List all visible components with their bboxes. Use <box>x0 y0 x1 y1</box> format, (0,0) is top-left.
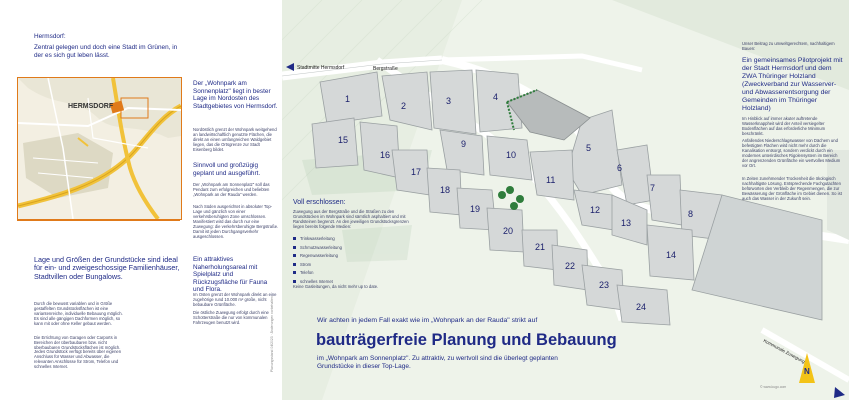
service-item: schnelles Internet <box>293 279 413 284</box>
lot-label: 24 <box>636 302 647 312</box>
lot-label: 19 <box>470 204 481 214</box>
lot-label: 20 <box>503 226 514 236</box>
location-map <box>17 77 182 220</box>
lot-label: 15 <box>338 135 349 145</box>
lot-label: 2 <box>401 101 407 111</box>
lot-label: 11 <box>546 175 556 185</box>
vertical-note: Planungsstand 04/2023 · Änderungen vorbehalten <box>270 296 274 372</box>
location-paragraph: Nordöstlich grenzt der Wohnpark weitgehend an landwirtschaftlich genutzte Flächen, die direkt an einen umfangreichen Waldgebiet liegen, das die Ortsgrenze zur Stadt Eisenberg bildet. <box>193 127 277 152</box>
services-heading: Voll erschlossen: <box>293 199 346 206</box>
sinnvoll-paragraph-1: Der „Wohnpark am Sonnenplatz" soll das Pendant zum erfolgreichen und beliebten „Wohnpark an der Rauda" werden. <box>193 182 270 197</box>
promise-line: Wir achten in jedem Fall exakt wie im „Wohnpark an der Rauda" strikt auf <box>317 317 538 324</box>
nature-paragraph-2: Die östliche Zuwegung erfolgt durch eine Schotterstraße die nur von kommunalen Fahrzeugen benutzt wird. <box>193 310 269 325</box>
lot-label: 14 <box>666 250 677 260</box>
lot-label: 4 <box>493 92 499 102</box>
eco-heading: Ein gemeinsames Pilotprojekt mit der Stadt Hermsdorf und dem ZWA Thüringer Holzland (Zweckverband zur Wasserver- und Abwasserentsorgung der Gemeinden im Thüringer Holzland) <box>742 57 843 113</box>
nature-heading: Ein attraktives Naherholungsareal mit Spielplatz und Rückzugsfläche für Fauna und Flora. <box>193 256 268 294</box>
street-west-label: Stadtmitte Hermsdorf <box>297 65 345 71</box>
street-berg-label: Bergstraße <box>373 66 398 72</box>
service-item: Schmutzwasserleitung <box>293 245 413 250</box>
sinnvoll-heading: Sinnvoll und großzügig geplant und ausgeführt. <box>193 162 261 177</box>
compass-icon <box>799 353 815 383</box>
lot-label: 10 <box>506 150 517 160</box>
lots-paragraph-2: Die Errichtung von Garagen oder Carports in Bereichen der überbaubaren bzw. nicht überbaubaren Grundstücksflächen ist möglich. <box>34 335 121 350</box>
lot-15[interactable] <box>312 118 358 168</box>
place-heading: Hermsdorf: <box>34 33 66 40</box>
lot-label: 17 <box>411 167 422 177</box>
lot-9[interactable] <box>440 130 484 175</box>
eco-paragraph-1: Im Hinblick auf immer akuter auftretende Wasserknappheit wird der Anteil versiegelter Bodenflächen auf das erforderliche Minimum beschränkt. <box>742 116 826 136</box>
service-item: Telefon <box>293 270 413 275</box>
lots-paragraph-1: Durch die bewusst variablen und in Größe gestaffelten Grundstücksflächen ist eine variantenreiche, individuelle Bebauung möglich. Es sind alle gängigen Dachformen möglich, so kann mit oder ohne Keller gebaut werden. <box>34 301 123 326</box>
services-note: Keine Gasleitungen, da nicht mehr up to date. <box>293 284 379 289</box>
lot-label: 23 <box>599 280 610 290</box>
lot-label: 21 <box>535 242 546 252</box>
left-column <box>0 0 185 400</box>
sinnvoll-paragraph-2: Nach Süden ausgerichtet in absoluter Top-Lage und gänzlich von einer verkehrsberuhigten Zone umschlossen. Manifestiert wird das durch nur eine Zuwegung: die verkehrsberuhigte Bergstraße. Damit ist jeden Durchgangsverkehr ausgeschlossen. <box>193 204 279 239</box>
lot-label: 16 <box>380 150 391 160</box>
services-intro: Zuwegung aus der Bergstraße und die Straßen zu den Grundstücken im Wohnpark sind sämtlich asphaltiert und mit Randsteinen begrenzt. An den jeweiligen Grundstücksgrenzen liegen bereits folgende Medien: <box>293 209 409 229</box>
lot-label: 22 <box>565 261 576 271</box>
nature-paragraph-1: Im Osten grenzt der Wohnpark direkt an eine zugehörige rund 10.000 m² große, nicht bebaubare Grünfläche. <box>193 292 277 307</box>
lot-3[interactable] <box>430 70 476 134</box>
lot-label: 7 <box>650 183 656 193</box>
service-item: Regenwasserleitung <box>293 253 413 258</box>
map-town-label: HERMSDORF <box>68 103 114 110</box>
location-map-graphic <box>18 78 181 219</box>
lot-label: 12 <box>590 205 601 215</box>
main-headline: bauträgerfreie Planung und Bebauung <box>316 331 617 349</box>
lots-paragraph-3: Jedes Grundstück verfügt bereits über eigenen Anschluss für Wasser und Abwasser, die relevanten Anschlüsse für Strom, Telefon und schnelles Internet. <box>34 349 122 369</box>
lot-label: 18 <box>440 185 451 195</box>
lot-label: 13 <box>621 218 632 228</box>
website-credit: © www.kugo.com <box>760 385 787 389</box>
intro-text: Zentral gelegen und doch eine Stadt im Grünen, in der es sich gut leben lässt. <box>34 44 178 59</box>
service-item: Strom <box>293 262 413 267</box>
service-item: Trinkwasserleitung <box>293 236 413 241</box>
lot-label: 3 <box>446 96 452 106</box>
compass-label: N <box>804 367 810 376</box>
lots-heading: Lage und Größen der Grundstücke sind ideal für ein- und zweigeschossige Familienhäuser, Stadtvillen oder Bungalows. <box>34 255 180 281</box>
lot-label: 6 <box>617 163 623 173</box>
eco-intro: Unser Beitrag zu umweltgerechtem, nachhaltigem Bauen: <box>742 41 835 51</box>
middle-column <box>185 0 282 400</box>
lot-label: 8 <box>688 209 694 219</box>
divider <box>17 220 180 221</box>
location-heading: Der „Wohnpark am Sonnenplatz" liegt in bester Lage im Nordosten des Stadtgebietes von Hermsdorf. <box>193 80 278 110</box>
lot-label: 9 <box>461 139 467 149</box>
east-arrow-icon <box>834 387 845 398</box>
services-list <box>293 236 413 287</box>
lot-label: 1 <box>345 94 351 104</box>
lot-label: 5 <box>586 143 592 153</box>
eco-paragraph-2: Anfallendes Niederschlagswasser von Dächern und befestigten Flächen wird nicht mehr durch die Kanalisation entsorgt, sondern verdickt durch ein modernes unterirdisches Rigolensystem im Bereich der angrenzenden Grünfläche ein wertvolles Medium vor Ort. <box>742 138 841 168</box>
street-east-label: Kommunale Zuwegung <box>762 338 806 365</box>
subline: im „Wohnpark am Sonnenplatz". Zu attraktiv, zu wertvoll sind die überlegt geplanten Grundstücke in dieser Top-Lage. <box>317 355 558 370</box>
eco-paragraph-3: In Zeiten zunehmender Trockenheit die ökologisch nachhaltigste Lösung. Entsprechende Fachgutachten befürworten den Verbleib der Regenmengen, die zur Bewässerung der Grünfläche im Gebiet dienen. So ist auch das Wasser in der Zukunft sein. <box>742 176 842 201</box>
